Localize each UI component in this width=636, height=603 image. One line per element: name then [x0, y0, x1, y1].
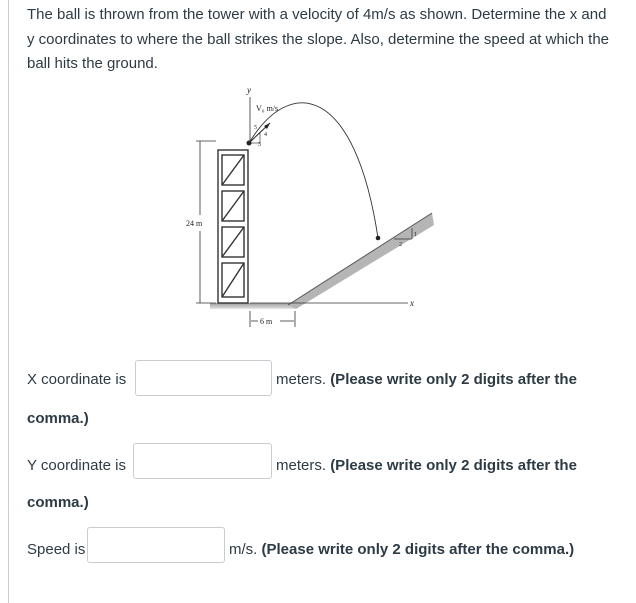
x-axis-label: x: [410, 298, 414, 308]
offset-label: 6 m: [260, 317, 273, 326]
ratio-4: 4: [264, 132, 267, 138]
ground-strip: [210, 303, 295, 309]
x-note-cont: comma.): [27, 410, 89, 427]
ratio-3: 3: [258, 142, 261, 148]
speed-unit: m/s.: [229, 541, 258, 558]
question-text: The ball is thrown from the tower with a velocity of 4m/s as shown. Determine the x and y coordinates to where the ball strikes the slope. Also, determine the speed at which the ball hits the ground.: [27, 6, 609, 72]
velocity-label: V₀ m/s: [256, 104, 279, 113]
y-unit: meters.: [276, 457, 327, 474]
speed-unit-hint: [229, 541, 574, 558]
x-unit: meters.: [276, 371, 327, 388]
y-axis-label: y: [247, 85, 251, 95]
offset-dimension: [250, 311, 295, 327]
x-coordinate-input[interactable]: [135, 360, 272, 396]
speed-input[interactable]: [87, 527, 225, 563]
slope: [288, 213, 434, 309]
ratio-5: 5: [254, 125, 257, 131]
trajectory: [249, 103, 378, 238]
y-label: Y coordinate is: [27, 457, 126, 474]
y-note: (Please write only 2 digits after the: [330, 457, 577, 474]
slope-rise: 1: [414, 232, 417, 238]
height-label: 24 m: [186, 219, 203, 228]
x-label: X coordinate is: [27, 371, 127, 388]
x-unit-hint: [276, 371, 577, 388]
x-note: (Please write only 2 digits after the: [330, 371, 577, 388]
impact-point: [376, 236, 381, 241]
speed-note: (Please write only 2 digits after the comma.): [261, 541, 575, 558]
left-border: [8, 0, 9, 603]
y-coordinate-input[interactable]: [133, 443, 272, 479]
tower: [218, 150, 248, 303]
y-unit-hint: [276, 457, 577, 474]
slope-run: 2: [399, 242, 402, 248]
speed-label: Speed is: [27, 541, 86, 558]
projectile-diagram: [180, 85, 445, 330]
y-note-cont: comma.): [27, 494, 89, 511]
